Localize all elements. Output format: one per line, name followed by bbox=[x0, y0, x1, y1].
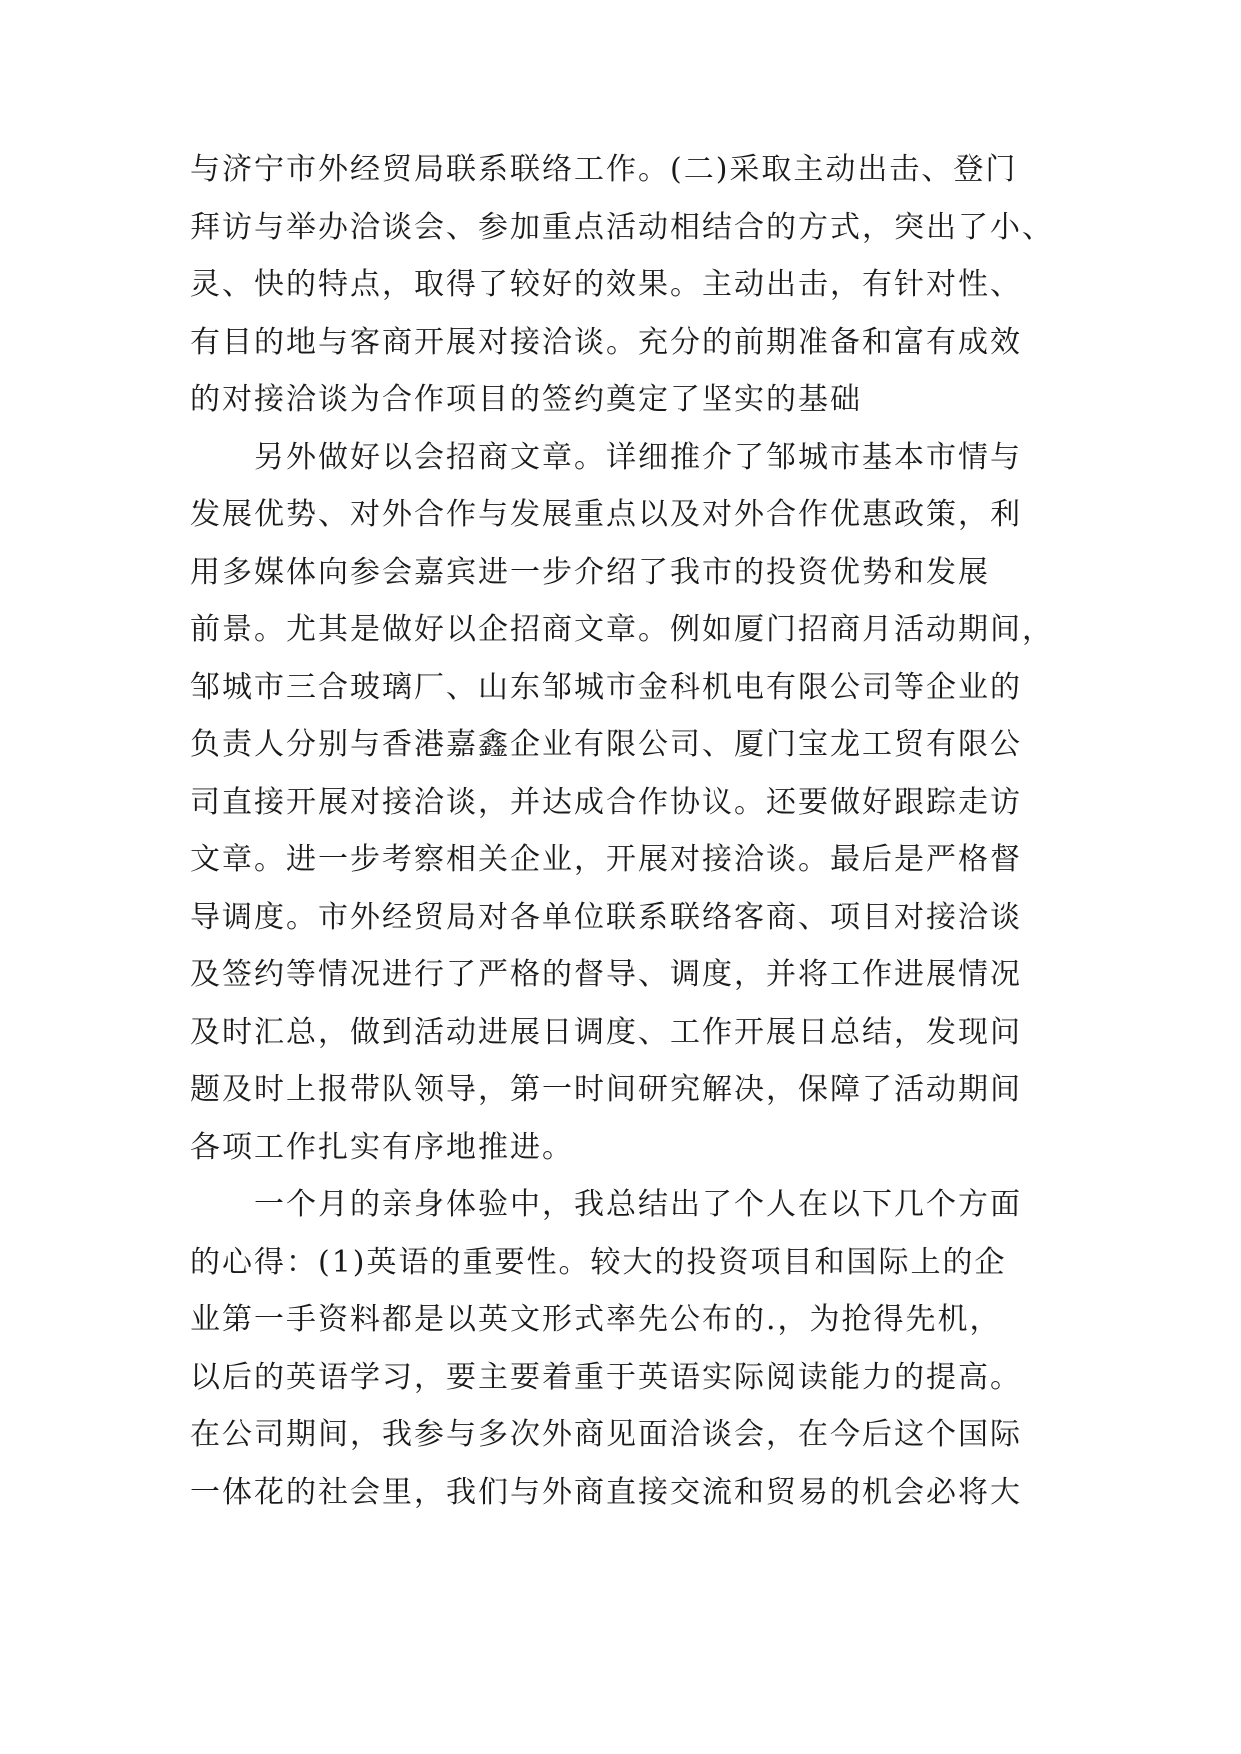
text-line: 及时汇总，做到活动进展日调度、工作开展日总结，发现问 bbox=[190, 1014, 1022, 1050]
text-line: 灵、快的特点，取得了较好的效果。主动出击，有针对性、 bbox=[190, 267, 1022, 302]
text-line: 与济宁市外经贸局联系联络工作。(二)采取主动出击、登门 bbox=[190, 152, 1018, 187]
paragraph-start-line: 另外做好以会招商文章。详细推介了邹城市基本市情与 bbox=[254, 439, 1022, 475]
text-line: 发展优势、对外合作与发展重点以及对外合作优惠政策，利 bbox=[190, 497, 1022, 532]
document-body bbox=[190, 141, 1060, 1521]
text-line: 业第一手资料都是以英文形式率先公布的.，为抢得先机， bbox=[190, 1302, 1002, 1337]
text-line: 一体花的社会里，我们与外商直接交流和贸易的机会必将大 bbox=[190, 1474, 1022, 1510]
text-line: 前景。尤其是做好以企招商文章。例如厦门招商月活动期间， bbox=[190, 612, 1054, 647]
text-line: 在公司期间，我参与多次外商见面洽谈会，在今后这个国际 bbox=[190, 1417, 1022, 1452]
paragraph-start-line: 一个月的亲身体验中，我总结出了个人在以下几个方面 bbox=[254, 1187, 1022, 1222]
text-line: 的对接洽谈为合作项目的签约奠定了坚实的基础 bbox=[190, 382, 862, 417]
text-line: 导调度。市外经贸局对各单位联系联络客商、项目对接洽谈 bbox=[190, 899, 1022, 935]
text-line: 文章。进一步考察相关企业，开展对接洽谈。最后是严格督 bbox=[190, 842, 1022, 877]
text-line: 负责人分别与香港嘉鑫企业有限公司、厦门宝龙工贸有限公 bbox=[190, 727, 1022, 762]
text-line: 用多媒体向参会嘉宾进一步介绍了我市的投资优势和发展 bbox=[190, 554, 990, 590]
text-line: 邹城市三合玻璃厂、山东邹城市金科机电有限公司等企业的 bbox=[190, 669, 1022, 705]
text-line: 题及时上报带队领导，第一时间研究解决，保障了活动期间 bbox=[190, 1072, 1022, 1107]
text-line: 有目的地与客商开展对接洽谈。充分的前期准备和富有成效 bbox=[190, 324, 1022, 360]
text-line: 的心得：(1)英语的重要性。较大的投资项目和国际上的企 bbox=[190, 1244, 1007, 1280]
text-line: 及签约等情况进行了严格的督导、调度，并将工作进展情况 bbox=[190, 957, 1022, 992]
text-line: 拜访与举办洽谈会、参加重点活动相结合的方式，突出了小、 bbox=[190, 209, 1054, 245]
text-line: 各项工作扎实有序地推进。 bbox=[190, 1129, 574, 1165]
text-line: 司直接开展对接洽谈，并达成合作协议。还要做好跟踪走访 bbox=[190, 784, 1022, 820]
text-line: 以后的英语学习，要主要着重于英语实际阅读能力的提高。 bbox=[190, 1359, 1022, 1395]
